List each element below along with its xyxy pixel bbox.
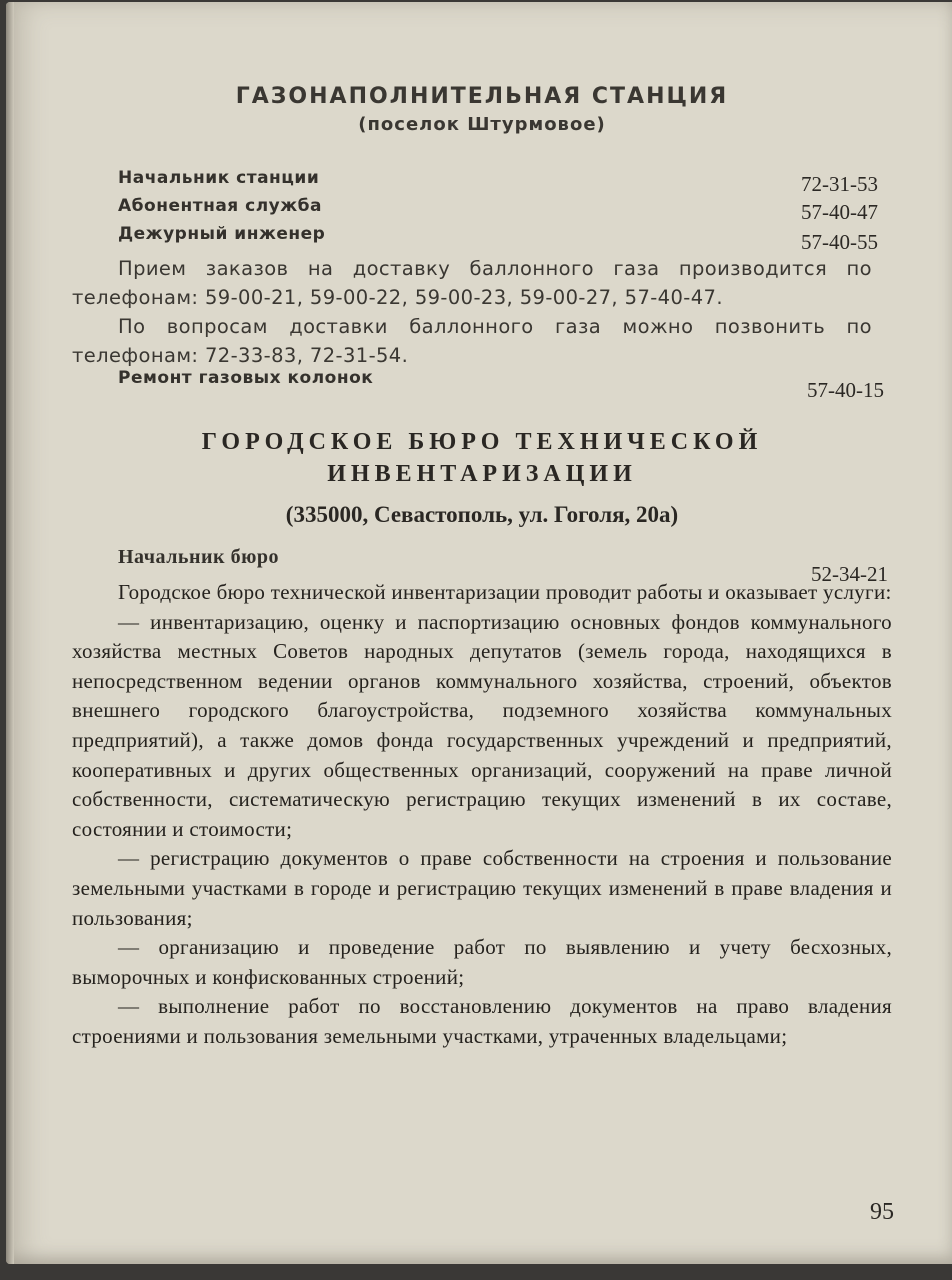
delivery-note (72, 254, 872, 312)
delivery-question-text: По вопросам доставки баллонного газа можно позвонить по телефонам: 72-33-83, 72-31-54. (72, 315, 872, 367)
page-spine-shadow (6, 2, 14, 1264)
delivery-note-text: Прием заказов на доставку баллонного газа производится по телефонам: 59-00-21, 59-00-22, 59-00-23, 59-00-27, 57-40-47. (72, 257, 872, 309)
repair-phone: 57-40-15 (807, 378, 884, 402)
bureau-title-line2: ИНВЕНТАРИЗАЦИИ (327, 461, 637, 487)
book-page (6, 2, 952, 1264)
repair-label: Ремонт газовых колонок (118, 368, 374, 388)
bureau-description (72, 578, 892, 1052)
contact-phone: 57-40-55 (801, 230, 878, 254)
bureau-paragraph: — инвентаризацию, оценку и паспортизацию основных фондов коммунального хозяйства местных Советов народных депутатов (земель города, находящихся в непосредственном ведении органов коммунального хозяйства, строений, объектов внешнего городского благоустройства, подземного хозяйства коммунальных предприятий), а также домов фонда государственных учреждений и предприятий, кооперативных и других общественных организаций, сооружений на праве личной собственности, систематическую регистрацию текущих изменений в их составе, состоянии и стоимости; (72, 609, 892, 841)
bureau-paragraph: — организацию и проведение работ по выявлению и учету бесхозных, выморочных и конфискованных строений; (72, 935, 892, 989)
bureau-head-label: Начальник бюро (118, 546, 279, 568)
station-subtitle: (поселок Штурмовое) (358, 114, 606, 135)
bureau-paragraph: — выполнение работ по восстановлению документов на право владения строениями и пользования земельными участками, утраченных владельцами; (72, 994, 892, 1048)
bureau-head-phone: 52-34-21 (811, 562, 888, 586)
contact-phone: 72-31-53 (801, 172, 878, 196)
bureau-paragraph: Городское бюро технической инвентаризации проводит работы и оказывает услуги: (118, 580, 892, 604)
bureau-paragraph: — регистрацию документов о праве собственности на строения и пользование земельными участками в городе и регистрацию текущих изменений в праве владения и пользования; (72, 846, 892, 930)
delivery-question-note (72, 312, 872, 370)
bureau-address: (335000, Севастополь, ул. Гоголя, 20а) (285, 502, 679, 527)
contact-phone: 57-40-47 (801, 200, 878, 224)
contact-label: Дежурный инженер (118, 224, 326, 244)
bureau-title-line1: ГОРОДСКОЕ БЮРО ТЕХНИЧЕСКОЙ (201, 429, 763, 455)
contact-label: Начальник станции (118, 168, 320, 188)
station-title: ГАЗОНАПОЛНИТЕЛЬНАЯ СТАНЦИЯ (235, 84, 729, 109)
page-number: 95 (870, 1199, 894, 1225)
contact-label: Абонентная служба (118, 196, 322, 216)
